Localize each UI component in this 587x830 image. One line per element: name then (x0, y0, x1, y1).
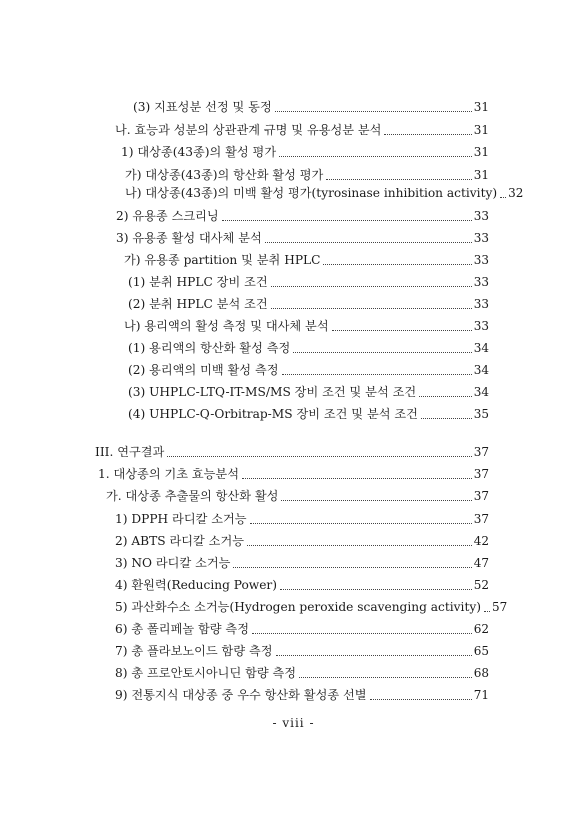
toc-entry-title: 나. 효능과 성분의 상관관계 규명 및 유용성분 분석 (115, 123, 382, 137)
toc-dot-leader (282, 373, 472, 375)
toc-entry-title: 8) 총 프로안토시아니딘 함량 측정 (115, 666, 297, 680)
toc-entry-title: 3) 유용종 활성 대사체 분석 (116, 231, 262, 245)
toc-entry-title: 2) ABTS 라디칼 소거능 (115, 534, 245, 548)
toc-dot-leader (384, 133, 471, 135)
toc-entry-page: 31 (473, 168, 489, 182)
toc-dot-leader (167, 455, 471, 457)
toc-entry-title: 1) 대상종(43종)의 활성 평가 (121, 145, 277, 159)
toc-entry-title: 1. 대상종의 기초 효능분석 (98, 467, 239, 481)
toc-entry-page: 31 (473, 100, 489, 114)
toc-entry (115, 617, 489, 637)
toc-entry (115, 551, 489, 571)
toc-entry-page: 33 (473, 297, 489, 311)
toc-entry-title: (3) UHPLC-LTQ-IT-MS/MS 장비 조건 및 분석 조건 (128, 385, 417, 399)
toc-dot-leader (252, 632, 472, 634)
toc-entry (121, 140, 489, 160)
toc-entry (115, 573, 489, 593)
toc-dot-leader (265, 241, 472, 243)
toc-entry (106, 484, 489, 504)
toc-entry (133, 95, 489, 115)
toc-entry-title: 2) 유용종 스크리닝 (116, 209, 219, 223)
toc-dot-leader (271, 307, 472, 309)
toc-entry-title: 나) 대상종(43종)의 미백 활성 평가(tyrosinase inhibition activity) (125, 186, 498, 200)
toc-dot-leader (250, 522, 472, 524)
toc-entry-page: 31 (473, 123, 489, 137)
toc-entry (128, 380, 489, 400)
toc-entry-page: 33 (473, 209, 489, 223)
toc-entry-title: 5) 과산화수소 소거능(Hydrogen peroxide scavenging activity) (115, 600, 481, 614)
toc-entry-page: 34 (473, 385, 489, 399)
toc-entry-title: (4) UHPLC-Q-Orbitrap-MS 장비 조건 및 분석 조건 (128, 407, 418, 421)
toc-dot-leader (484, 610, 490, 612)
page-number: - viii - (272, 716, 315, 730)
toc-entry-page: 37 (473, 445, 489, 459)
toc-dot-leader (276, 654, 472, 656)
toc-entry-page: 71 (473, 688, 489, 702)
toc-entry-page: 32 (508, 186, 524, 200)
toc-entry-page: 35 (473, 407, 489, 421)
toc-entry (116, 226, 489, 246)
toc-entry-title: 4) 환원력(Reducing Power) (115, 578, 278, 592)
toc-dot-leader (242, 477, 472, 479)
toc-dot-leader (419, 395, 472, 397)
toc-entry (115, 529, 489, 549)
toc-entry-title: 가) 유용종 partition 및 분취 HPLC (124, 253, 321, 267)
toc-entry (125, 163, 489, 183)
toc-dot-leader (280, 588, 472, 590)
toc-dot-leader (323, 263, 471, 265)
toc-dot-leader (222, 219, 472, 221)
toc-dot-leader (332, 329, 472, 331)
toc-entry-title: 7) 총 플라보노이드 함량 측정 (115, 644, 273, 658)
toc-entry-page: 47 (473, 556, 489, 570)
toc-entry-page: 33 (473, 275, 489, 289)
toc-entry-page: 31 (473, 145, 489, 159)
toc-entry-title: 3) NO 라디칼 소거능 (115, 556, 231, 570)
toc-dot-leader (279, 155, 472, 157)
toc-entry (124, 314, 489, 334)
toc-entry-title: (2) 분취 HPLC 분석 조건 (128, 297, 268, 311)
toc-entry-title: 가. 대상종 추출물의 항산화 활성 (106, 489, 279, 503)
toc-entry-page: 65 (473, 644, 489, 658)
toc-entry-title: (3) 지표성분 선정 및 동정 (133, 100, 272, 114)
toc-dot-leader (275, 110, 472, 112)
toc-entry (115, 595, 508, 615)
toc-entry (128, 336, 489, 356)
toc-dot-leader (326, 178, 471, 180)
toc-entry-page: 52 (473, 578, 489, 592)
toc-entry-page: 34 (473, 363, 489, 377)
toc-dot-leader (500, 196, 506, 198)
toc-entry (115, 639, 489, 659)
toc-dot-leader (370, 698, 472, 700)
toc-entry-page: 68 (473, 666, 489, 680)
toc-entry (128, 402, 489, 422)
toc-entry (115, 683, 489, 703)
toc-dot-leader (421, 417, 472, 419)
toc-entry-title: III. 연구결과 (95, 445, 165, 459)
toc-entry-page: 33 (473, 253, 489, 267)
toc-entry-page: 34 (473, 341, 489, 355)
toc-dot-leader (293, 351, 471, 353)
toc-entry (95, 440, 489, 460)
toc-entry (115, 507, 489, 527)
toc-entry-page: 37 (473, 512, 489, 526)
toc-entry-title: 9) 전통지식 대상종 중 우수 항산화 활성종 선별 (115, 688, 367, 702)
toc-entry-title: (1) 용리액의 항산화 활성 측정 (128, 341, 291, 355)
toc-entry (128, 292, 489, 312)
toc-entry-title: 나) 용리액의 활성 측정 및 대사체 분석 (124, 319, 329, 333)
toc-entry-title: 6) 총 폴리페놀 함량 측정 (115, 622, 249, 636)
toc-entry-title: (1) 분취 HPLC 장비 조건 (128, 275, 268, 289)
toc-entry-page: 37 (473, 489, 489, 503)
toc-dot-leader (233, 566, 471, 568)
toc-entry (115, 118, 489, 138)
toc-dot-leader (281, 499, 471, 501)
toc-entry-page: 62 (473, 622, 489, 636)
toc-entry-title: 가) 대상종(43종)의 항산화 활성 평가 (125, 168, 324, 182)
toc-entry (125, 181, 524, 201)
toc-entry (98, 462, 489, 482)
toc-entry (128, 358, 489, 378)
toc-dot-leader (247, 544, 472, 546)
toc-entry-title: (2) 용리액의 미백 활성 측정 (128, 363, 279, 377)
toc-dot-leader (271, 285, 472, 287)
toc-entry (124, 248, 489, 268)
toc-entry-page: 33 (473, 319, 489, 333)
toc-entry (128, 270, 489, 290)
toc-entry-title: 1) DPPH 라디칼 소거능 (115, 512, 247, 526)
toc-entry-page: 57 (491, 600, 508, 614)
toc-entry (115, 661, 489, 681)
toc-entry-page: 42 (473, 534, 489, 548)
toc-dot-leader (299, 676, 472, 678)
toc-entry-page: 33 (473, 231, 489, 245)
toc-entry-page: 37 (473, 467, 489, 481)
toc-entry (116, 204, 489, 224)
